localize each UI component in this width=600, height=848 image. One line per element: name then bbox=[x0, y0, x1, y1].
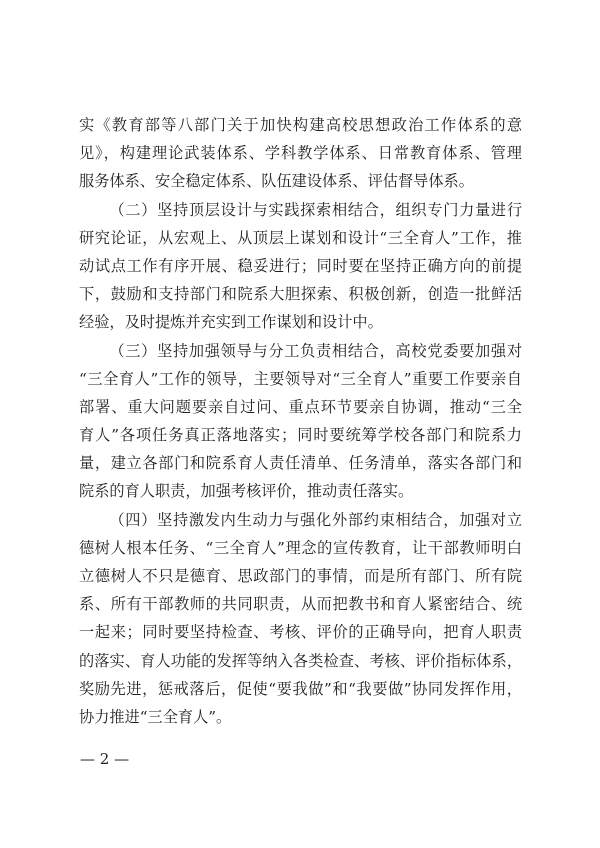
text-line: 协力推进“三全育人”。 bbox=[79, 707, 232, 726]
text-line: 德树人根本任务、“三全育人”理念的宣传教育，让干部教师明白 bbox=[79, 538, 522, 557]
text-line: 一起来；同时要坚持检查、考核、评价的正确导向，把育人职责 bbox=[79, 623, 522, 642]
text-line: （二）坚持顶层设计与实践探索相结合，组织专门力量进行 bbox=[109, 200, 522, 219]
text-line: 立德树人不只是德育、思政部门的事情，而是所有部门、所有院 bbox=[79, 567, 522, 585]
paragraph-two-top-level-design bbox=[79, 196, 522, 337]
paragraph-three-leadership bbox=[79, 337, 522, 506]
text-line: 育人”各项任务真正落地落实；同时要统筹学校各部门和院系力 bbox=[79, 426, 522, 445]
text-line: 研究论证，从宏观上、从顶层上谋划和设计“三全育人”工作，推 bbox=[79, 228, 522, 247]
text-line: 系、所有干部教师的共同职责，从而把教书和育人紧密结合、统 bbox=[79, 595, 522, 614]
document-body bbox=[79, 111, 522, 731]
text-line: 部署、重大问题要亲自过问、重点环节要亲自协调，推动“三全 bbox=[79, 397, 522, 416]
text-line: 下，鼓励和支持部门和院系大胆探索、积极创新，创造一批鲜活 bbox=[79, 285, 522, 304]
page-number: — 2 — bbox=[80, 750, 130, 768]
text-line: 奖励先进，惩戒落后，促使“要我做”和“我要做”协同发挥作用， bbox=[79, 679, 522, 698]
text-line: 经验，及时提炼并充实到工作谋划和设计中。 bbox=[79, 313, 383, 332]
paragraph-four-motivation bbox=[79, 506, 522, 732]
text-line: （三）坚持加强领导与分工负责相结合，高校党委要加强对 bbox=[109, 341, 522, 360]
text-line: “三全育人”工作的领导，主要领导对“三全育人”重要工作要亲自 bbox=[79, 369, 522, 388]
text-line: 实《教育部等八部门关于加快构建高校思想政治工作体系的意 bbox=[79, 116, 522, 134]
text-line: 服务体系、安全稳定体系、队伍建设体系、评估督导体系。 bbox=[79, 172, 474, 191]
text-line: 见》，构建理论武装体系、学科教学体系、日常教育体系、管理 bbox=[79, 144, 522, 163]
text-line: 动试点工作有序开展、稳妥进行；同时要在坚持正确方向的前提 bbox=[79, 256, 522, 275]
text-line: 量，建立各部门和院系育人责任清单、任务清单，落实各部门和 bbox=[79, 454, 522, 473]
text-line: 的落实、育人功能的发挥等纳入各类检查、考核、评价指标体系， bbox=[79, 651, 522, 670]
text-line: 院系的育人职责，加强考核评价，推动责任落实。 bbox=[79, 482, 414, 501]
paragraph-continuation bbox=[79, 111, 522, 196]
text-line: （四）坚持激发内生动力与强化外部约束相结合，加强对立 bbox=[109, 510, 522, 529]
